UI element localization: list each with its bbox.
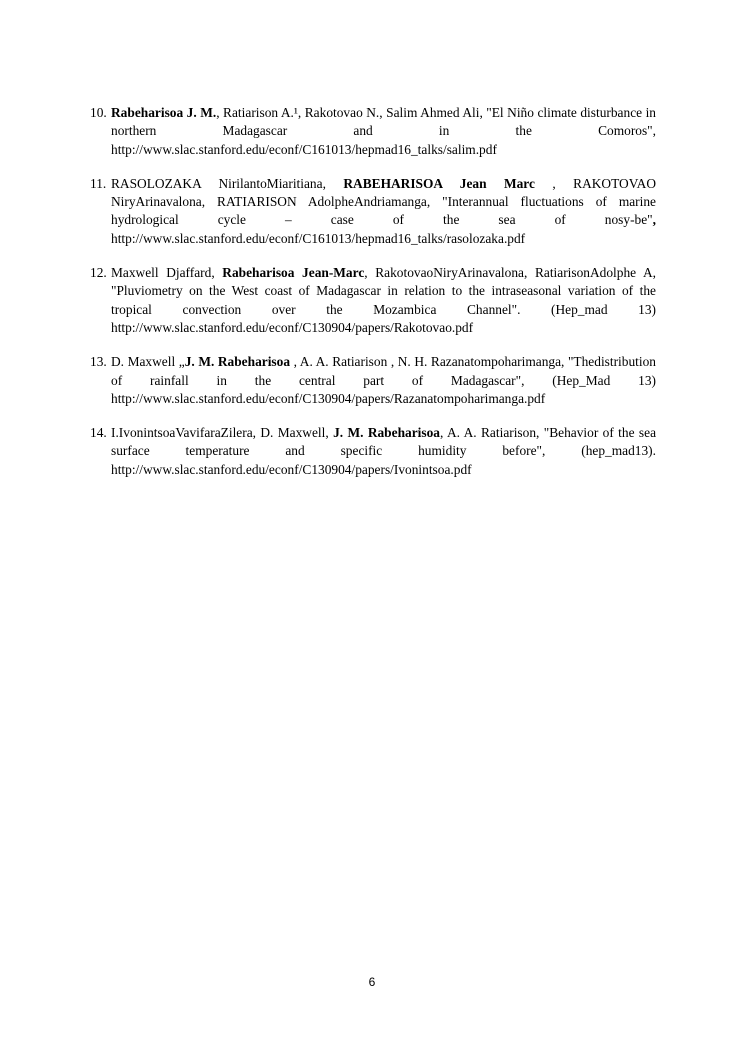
citation-text: , Ratiarison A.¹, Rakotovao N., Salim Ahmed Ali, "El Niño climate disturbance in northern Madagascar and in the Comoros", [111, 105, 656, 139]
reference-number: 12. [90, 265, 107, 281]
reference-item [90, 264, 656, 337]
reference-url[interactable]: http://www.slac.stanford.edu/econf/C161013/hepmad16_talks/rasolozaka.pdf [111, 230, 526, 246]
author-highlight: J. M. Rabeharisoa [333, 425, 440, 441]
reference-text [111, 264, 656, 337]
reference-number: 11. [90, 175, 107, 191]
page-number: 6 [368, 975, 376, 989]
reference-text [111, 104, 656, 159]
reference-item [90, 424, 656, 479]
reference-item [90, 104, 656, 159]
reference-text [111, 353, 656, 408]
reference-number: 14. [90, 425, 107, 441]
bold-comma: , [652, 212, 656, 228]
citation-text: Maxwell Djaffard, [111, 265, 223, 281]
author-highlight: RABEHARISOA Jean Marc [343, 175, 535, 191]
reference-url[interactable]: http://www.slac.stanford.edu/econf/C161013/hepmad16_talks/salim.pdf [111, 141, 497, 157]
reference-list [90, 104, 656, 495]
citation-text: RASOLOZAKA NirilantoMiaritiana, [111, 175, 344, 191]
citation-text: , A. A. Ratiarison , N. H. Razanatompoharimanga, "Thedistribution of rainfall in the central part of Madagascar", (Hep_Mad 13) [111, 354, 656, 388]
reference-url[interactable]: http://www.slac.stanford.edu/econf/C130904/papers/Razanatompoharimanga.pdf [111, 390, 546, 406]
reference-item [90, 175, 656, 248]
reference-url[interactable]: http://www.slac.stanford.edu/econf/C130904/papers/Rakotovao.pdf [111, 319, 474, 335]
author-highlight: Rabeharisoa J. M. [111, 105, 217, 120]
reference-item [90, 353, 656, 408]
citation-text: D. Maxwell „ [111, 354, 185, 370]
reference-text [111, 424, 656, 479]
reference-url[interactable]: http://www.slac.stanford.edu/econf/C130904/papers/Ivonintsoa.pdf [111, 461, 472, 477]
reference-text [111, 175, 656, 248]
author-highlight: Rabeharisoa Jean-Marc [222, 265, 365, 281]
citation-text: , RAKOTOVAO NiryArinavalona, RATIARISON AdolpheAndriamanga, "Interannual fluctuations of marine hydrological cycle – case of the sea of nosy-be" [111, 175, 656, 228]
author-highlight: J. M. Rabeharisoa [184, 354, 291, 370]
reference-number: 10. [90, 105, 107, 120]
citation-text: , RakotovaoNiryArinavalona, RatiarisonAdolphe A, "Pluviometry on the West coast of Madagascar in relation to the intraseasonal variation of the tropical convection over the Mozambica Channel". (Hep_mad 13) [111, 265, 656, 317]
citation-text: , A. A. Ratiarison, "Behavior of the sea surface temperature and specific humidity before", (hep_mad13). [111, 425, 657, 459]
citation-text: I.IvonintsoaVavifaraZilera, D. Maxwell, [111, 425, 334, 441]
reference-number: 13. [90, 354, 107, 370]
